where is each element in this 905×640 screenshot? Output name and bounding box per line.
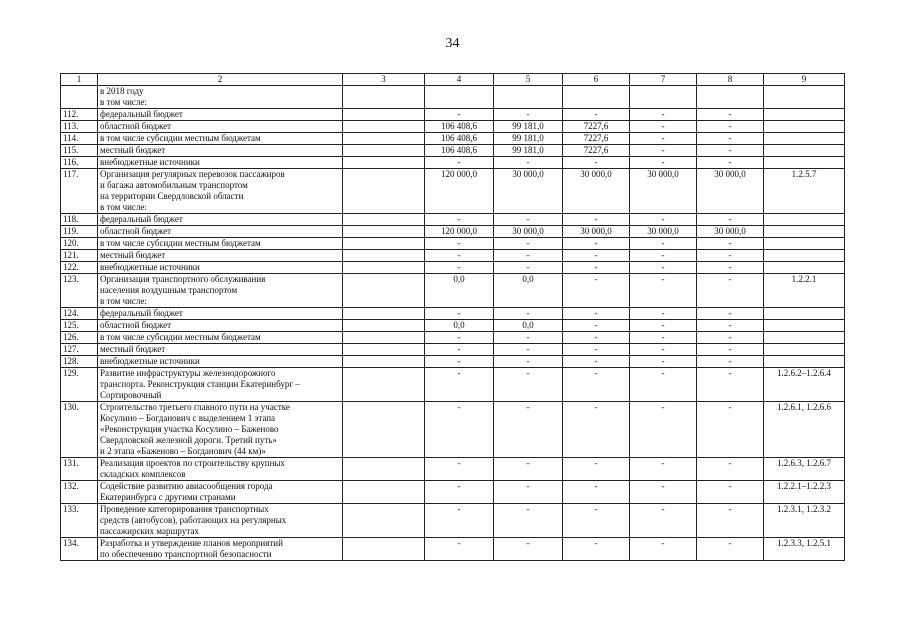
col-6-value: - xyxy=(563,402,630,458)
col-9-reference: 1.2.2.1 xyxy=(764,274,845,308)
row-number: 132. xyxy=(61,481,98,504)
col-5-value: - xyxy=(494,109,563,121)
col-7-value: - xyxy=(630,504,697,538)
col-3-value xyxy=(343,274,425,308)
row-description: федеральный бюджет xyxy=(98,109,343,121)
col-3-value xyxy=(343,368,425,402)
col-4-value: 106 408,6 xyxy=(425,121,494,133)
col-6-value: 7227,6 xyxy=(563,121,630,133)
col-6-value: - xyxy=(563,157,630,169)
row-description: областной бюджет xyxy=(98,226,343,238)
col-4-value: - xyxy=(425,109,494,121)
col-6-value: - xyxy=(563,262,630,274)
col-6-value: - xyxy=(563,308,630,320)
col-7-value: - xyxy=(630,238,697,250)
col-3-value xyxy=(343,320,425,332)
column-header-3: 3 xyxy=(343,74,425,86)
col-9-reference xyxy=(764,133,845,145)
row-number: 117. xyxy=(61,169,98,214)
col-5-value: - xyxy=(494,481,563,504)
row-description: Реализация проектов по строительству крупных складских комплексов xyxy=(98,458,343,481)
col-3-value xyxy=(343,226,425,238)
col-7-value: - xyxy=(630,214,697,226)
table-row xyxy=(61,504,845,538)
col-9-reference: 1.2.3.3, 1.2.5.1 xyxy=(764,538,845,561)
col-6-value: 30 000,0 xyxy=(563,169,630,214)
col-6-value xyxy=(563,86,630,109)
col-9-reference xyxy=(764,308,845,320)
row-description: в том числе субсидии местным бюджетам xyxy=(98,332,343,344)
col-9-reference xyxy=(764,226,845,238)
row-number xyxy=(61,86,98,109)
col-6-value: - xyxy=(563,458,630,481)
col-4-value: - xyxy=(425,214,494,226)
col-9-reference xyxy=(764,145,845,157)
col-3-value xyxy=(343,250,425,262)
table-row xyxy=(61,238,845,250)
col-3-value xyxy=(343,145,425,157)
col-8-value: - xyxy=(697,274,764,308)
col-8-value: - xyxy=(697,262,764,274)
col-8-value: - xyxy=(697,109,764,121)
col-5-value: - xyxy=(494,356,563,368)
col-8-value: - xyxy=(697,538,764,561)
col-9-reference xyxy=(764,238,845,250)
row-number: 129. xyxy=(61,368,98,402)
col-6-value: - xyxy=(563,214,630,226)
col-5-value: - xyxy=(494,238,563,250)
col-7-value: - xyxy=(630,121,697,133)
row-description: местный бюджет xyxy=(98,344,343,356)
table-row xyxy=(61,274,845,308)
table-row xyxy=(61,344,845,356)
col-7-value: - xyxy=(630,250,697,262)
col-5-value: - xyxy=(494,504,563,538)
col-5-value: 99 181,0 xyxy=(494,121,563,133)
col-5-value xyxy=(494,86,563,109)
col-3-value xyxy=(343,133,425,145)
table-row xyxy=(61,356,845,368)
col-3-value xyxy=(343,344,425,356)
col-7-value: - xyxy=(630,274,697,308)
row-description: Содействие развитию авиасообщения города Екатеринбурга с другими странами xyxy=(98,481,343,504)
col-8-value: - xyxy=(697,504,764,538)
col-5-value: 99 181,0 xyxy=(494,133,563,145)
col-4-value: - xyxy=(425,262,494,274)
col-5-value: 0,0 xyxy=(494,320,563,332)
col-7-value: - xyxy=(630,402,697,458)
col-7-value: - xyxy=(630,320,697,332)
col-9-reference xyxy=(764,262,845,274)
col-4-value: - xyxy=(425,481,494,504)
col-9-reference: 1.2.3.1, 1.2.3.2 xyxy=(764,504,845,538)
col-5-value: - xyxy=(494,157,563,169)
row-description: областной бюджет xyxy=(98,121,343,133)
col-6-value: - xyxy=(563,238,630,250)
col-4-value: 106 408,6 xyxy=(425,133,494,145)
col-4-value: 106 408,6 xyxy=(425,145,494,157)
row-description: Строительство третьего главного пути на участке Косулино – Богданович с выделением 1 этапа «Реконструкция участка Косулино – Баженово Свердловской железной дороги. Третий путь» и 2 этапа «Баженово – Богданович (44 км)» xyxy=(98,402,343,458)
col-4-value: - xyxy=(425,458,494,481)
row-number: 133. xyxy=(61,504,98,538)
col-9-reference xyxy=(764,320,845,332)
column-header-4: 4 xyxy=(425,74,494,86)
col-7-value: - xyxy=(630,133,697,145)
col-8-value: - xyxy=(697,214,764,226)
col-8-value: 30 000,0 xyxy=(697,169,764,214)
table-row xyxy=(61,133,845,145)
row-description: Организация регулярных перевозок пассажиров и багажа автомобильным транспортом на территории Свердловской области в том числе: xyxy=(98,169,343,214)
col-4-value: - xyxy=(425,344,494,356)
col-4-value: 0,0 xyxy=(425,320,494,332)
row-number: 127. xyxy=(61,344,98,356)
col-7-value: 30 000,0 xyxy=(630,169,697,214)
row-description: внебюджетные источники xyxy=(98,157,343,169)
column-header-7: 7 xyxy=(630,74,697,86)
col-9-reference xyxy=(764,109,845,121)
col-6-value: - xyxy=(563,538,630,561)
col-5-value: 99 181,0 xyxy=(494,145,563,157)
col-9-reference xyxy=(764,344,845,356)
col-8-value: - xyxy=(697,481,764,504)
col-7-value: - xyxy=(630,308,697,320)
table-row xyxy=(61,538,845,561)
col-4-value: 120 000,0 xyxy=(425,226,494,238)
table-row xyxy=(61,214,845,226)
table-row xyxy=(61,169,845,214)
col-9-reference: 1.2.6.2–1.2.6.4 xyxy=(764,368,845,402)
col-3-value xyxy=(343,157,425,169)
col-5-value: - xyxy=(494,308,563,320)
col-3-value xyxy=(343,504,425,538)
col-3-value xyxy=(343,169,425,214)
row-description: федеральный бюджет xyxy=(98,308,343,320)
col-4-value: - xyxy=(425,157,494,169)
col-5-value: - xyxy=(494,262,563,274)
row-description: местный бюджет xyxy=(98,250,343,262)
col-4-value: 120 000,0 xyxy=(425,169,494,214)
col-8-value: - xyxy=(697,250,764,262)
col-3-value xyxy=(343,308,425,320)
col-9-reference: 1.2.6.1, 1.2.6.6 xyxy=(764,402,845,458)
table-body xyxy=(61,86,845,561)
col-7-value: - xyxy=(630,262,697,274)
col-7-value: - xyxy=(630,368,697,402)
row-description: внебюджетные источники xyxy=(98,262,343,274)
row-number: 123. xyxy=(61,274,98,308)
col-6-value: - xyxy=(563,320,630,332)
budget-table xyxy=(60,73,845,561)
col-3-value xyxy=(343,402,425,458)
col-4-value: 0,0 xyxy=(425,274,494,308)
col-3-value xyxy=(343,458,425,481)
col-6-value: - xyxy=(563,481,630,504)
col-9-reference: 1.2.2.1–1.2.2.3 xyxy=(764,481,845,504)
col-6-value: - xyxy=(563,250,630,262)
table-row xyxy=(61,320,845,332)
table-row xyxy=(61,402,845,458)
table-row xyxy=(61,262,845,274)
col-8-value: - xyxy=(697,145,764,157)
row-number: 134. xyxy=(61,538,98,561)
col-7-value: - xyxy=(630,538,697,561)
col-9-reference xyxy=(764,121,845,133)
column-header-5: 5 xyxy=(494,74,563,86)
row-description: федеральный бюджет xyxy=(98,214,343,226)
col-9-reference xyxy=(764,86,845,109)
row-number: 114. xyxy=(61,133,98,145)
col-8-value: - xyxy=(697,238,764,250)
table-row xyxy=(61,226,845,238)
col-7-value: - xyxy=(630,157,697,169)
col-3-value xyxy=(343,332,425,344)
col-6-value: - xyxy=(563,274,630,308)
col-4-value: - xyxy=(425,308,494,320)
table-row xyxy=(61,368,845,402)
row-number: 126. xyxy=(61,332,98,344)
row-number: 121. xyxy=(61,250,98,262)
col-5-value: - xyxy=(494,214,563,226)
col-3-value xyxy=(343,214,425,226)
col-7-value: - xyxy=(630,145,697,157)
row-description: в 2018 году в том числе: xyxy=(98,86,343,109)
col-7-value xyxy=(630,86,697,109)
col-8-value: - xyxy=(697,332,764,344)
col-9-reference xyxy=(764,250,845,262)
column-header-1: 1 xyxy=(61,74,98,86)
col-7-value: - xyxy=(630,344,697,356)
row-number: 128. xyxy=(61,356,98,368)
column-header-2: 2 xyxy=(98,74,343,86)
col-7-value: - xyxy=(630,481,697,504)
col-4-value: - xyxy=(425,368,494,402)
col-5-value: - xyxy=(494,458,563,481)
page-number: 34 xyxy=(445,36,460,51)
col-3-value xyxy=(343,262,425,274)
row-description: местный бюджет xyxy=(98,145,343,157)
col-5-value: - xyxy=(494,250,563,262)
row-description: внебюджетные источники xyxy=(98,356,343,368)
col-8-value: - xyxy=(697,133,764,145)
row-description: Организация транспортного обслуживания населения воздушным транспортом в том числе: xyxy=(98,274,343,308)
col-9-reference xyxy=(764,356,845,368)
table-row xyxy=(61,121,845,133)
col-6-value: 7227,6 xyxy=(563,133,630,145)
col-3-value xyxy=(343,356,425,368)
row-description: областной бюджет xyxy=(98,320,343,332)
row-number: 130. xyxy=(61,402,98,458)
row-number: 124. xyxy=(61,308,98,320)
col-9-reference: 1.2.6.3, 1.2.6.7 xyxy=(764,458,845,481)
col-8-value: - xyxy=(697,121,764,133)
col-6-value: 30 000,0 xyxy=(563,226,630,238)
col-3-value xyxy=(343,238,425,250)
row-number: 122. xyxy=(61,262,98,274)
col-8-value: - xyxy=(697,344,764,356)
col-9-reference: 1.2.5.7 xyxy=(764,169,845,214)
column-header-9: 9 xyxy=(764,74,845,86)
col-3-value xyxy=(343,121,425,133)
col-4-value: - xyxy=(425,356,494,368)
col-8-value: - xyxy=(697,458,764,481)
col-5-value: - xyxy=(494,538,563,561)
row-number: 120. xyxy=(61,238,98,250)
col-9-reference xyxy=(764,214,845,226)
row-number: 131. xyxy=(61,458,98,481)
col-7-value: - xyxy=(630,458,697,481)
col-5-value: 30 000,0 xyxy=(494,169,563,214)
col-4-value: - xyxy=(425,504,494,538)
col-9-reference xyxy=(764,157,845,169)
col-9-reference xyxy=(764,332,845,344)
table-row xyxy=(61,250,845,262)
table-row xyxy=(61,308,845,320)
col-7-value: - xyxy=(630,109,697,121)
table-row xyxy=(61,332,845,344)
row-number: 115. xyxy=(61,145,98,157)
table-row xyxy=(61,481,845,504)
table-row xyxy=(61,157,845,169)
col-7-value: - xyxy=(630,356,697,368)
col-4-value xyxy=(425,86,494,109)
row-number: 125. xyxy=(61,320,98,332)
col-8-value: - xyxy=(697,402,764,458)
col-7-value: 30 000,0 xyxy=(630,226,697,238)
col-6-value: - xyxy=(563,356,630,368)
col-8-value xyxy=(697,86,764,109)
col-6-value: 7227,6 xyxy=(563,145,630,157)
table-header-row xyxy=(61,74,845,86)
col-6-value: - xyxy=(563,344,630,356)
col-5-value: 0,0 xyxy=(494,274,563,308)
col-3-value xyxy=(343,481,425,504)
col-8-value: - xyxy=(697,157,764,169)
col-5-value: - xyxy=(494,344,563,356)
row-number: 119. xyxy=(61,226,98,238)
col-5-value: - xyxy=(494,368,563,402)
row-number: 112. xyxy=(61,109,98,121)
table-row xyxy=(61,109,845,121)
col-3-value xyxy=(343,538,425,561)
col-6-value: - xyxy=(563,368,630,402)
col-8-value: - xyxy=(697,368,764,402)
table-row xyxy=(61,86,845,109)
column-header-6: 6 xyxy=(563,74,630,86)
col-6-value: - xyxy=(563,504,630,538)
column-header-8: 8 xyxy=(697,74,764,86)
col-5-value: 30 000,0 xyxy=(494,226,563,238)
col-6-value: - xyxy=(563,109,630,121)
col-8-value: - xyxy=(697,356,764,368)
row-number: 116. xyxy=(61,157,98,169)
col-8-value: - xyxy=(697,320,764,332)
col-4-value: - xyxy=(425,238,494,250)
row-description: в том числе субсидии местным бюджетам xyxy=(98,238,343,250)
row-number: 118. xyxy=(61,214,98,226)
col-3-value xyxy=(343,86,425,109)
table-row xyxy=(61,458,845,481)
col-3-value xyxy=(343,109,425,121)
row-description: Проведение категорирования транспортных средств (автобусов), работающих на регулярных пассажирских маршрутах xyxy=(98,504,343,538)
col-8-value: 30 000,0 xyxy=(697,226,764,238)
row-number: 113. xyxy=(61,121,98,133)
col-4-value: - xyxy=(425,250,494,262)
col-5-value: - xyxy=(494,332,563,344)
col-7-value: - xyxy=(630,332,697,344)
col-8-value: - xyxy=(697,308,764,320)
col-4-value: - xyxy=(425,402,494,458)
row-description: в том числе субсидии местным бюджетам xyxy=(98,133,343,145)
col-4-value: - xyxy=(425,538,494,561)
col-6-value: - xyxy=(563,332,630,344)
col-5-value: - xyxy=(494,402,563,458)
row-description: Разработка и утверждение планов мероприятий по обеспечению транспортной безопасности xyxy=(98,538,343,561)
table-row xyxy=(61,145,845,157)
col-4-value: - xyxy=(425,332,494,344)
row-description: Развитие инфраструктуры железнодорожного транспорта. Реконструкция станции Екатеринбург – Сортировочный xyxy=(98,368,343,402)
